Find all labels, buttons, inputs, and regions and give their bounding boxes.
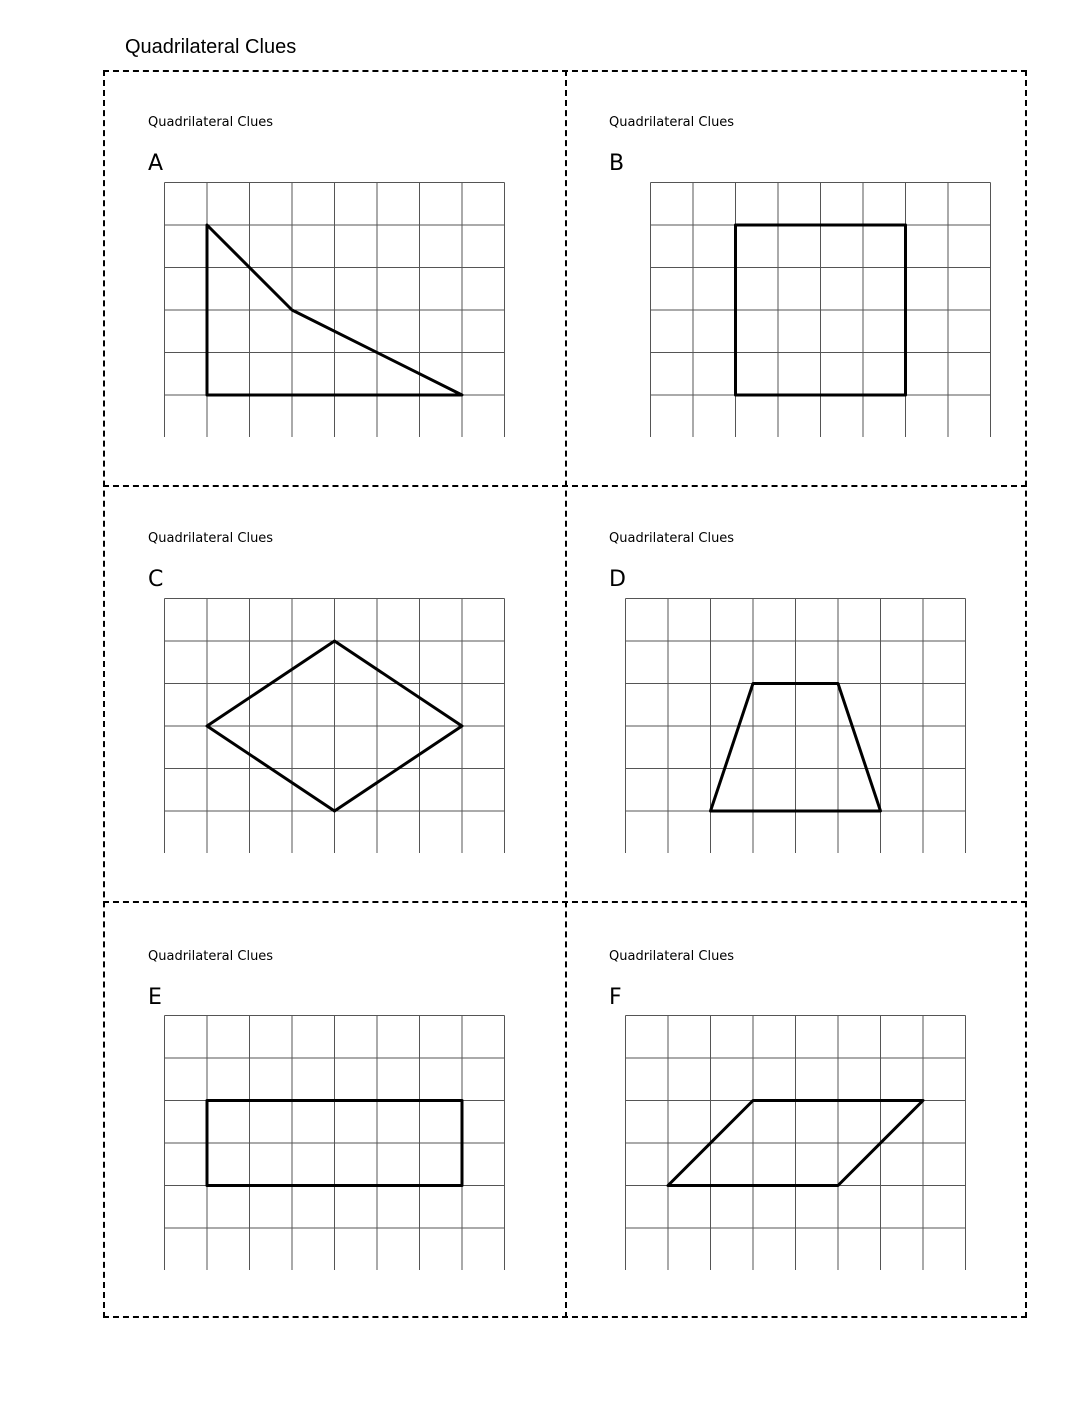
card-letter: C (148, 567, 164, 592)
horizontal-cut-line (103, 901, 1027, 903)
card-title: Quadrilateral Clues (148, 115, 274, 130)
card-letter: D (609, 567, 626, 592)
card-title: Quadrilateral Clues (609, 531, 735, 546)
card-title: Quadrilateral Clues (609, 949, 735, 964)
grid-diagram (650, 182, 991, 437)
card-letter: B (609, 151, 625, 176)
grid-diagram (625, 598, 966, 853)
grid-diagram (164, 182, 505, 437)
card-title: Quadrilateral Clues (148, 531, 274, 546)
page-title: Quadrilateral Clues (125, 36, 297, 58)
card-letter: E (148, 985, 162, 1010)
card-letter: A (148, 151, 164, 176)
horizontal-cut-line (103, 485, 1027, 487)
grid-diagram (164, 1015, 505, 1270)
grid-diagram (164, 598, 505, 853)
grid-diagram (625, 1015, 966, 1270)
card-title: Quadrilateral Clues (148, 949, 274, 964)
card-title: Quadrilateral Clues (609, 115, 735, 130)
vertical-cut-line (565, 70, 567, 1318)
card-letter: F (609, 985, 622, 1010)
